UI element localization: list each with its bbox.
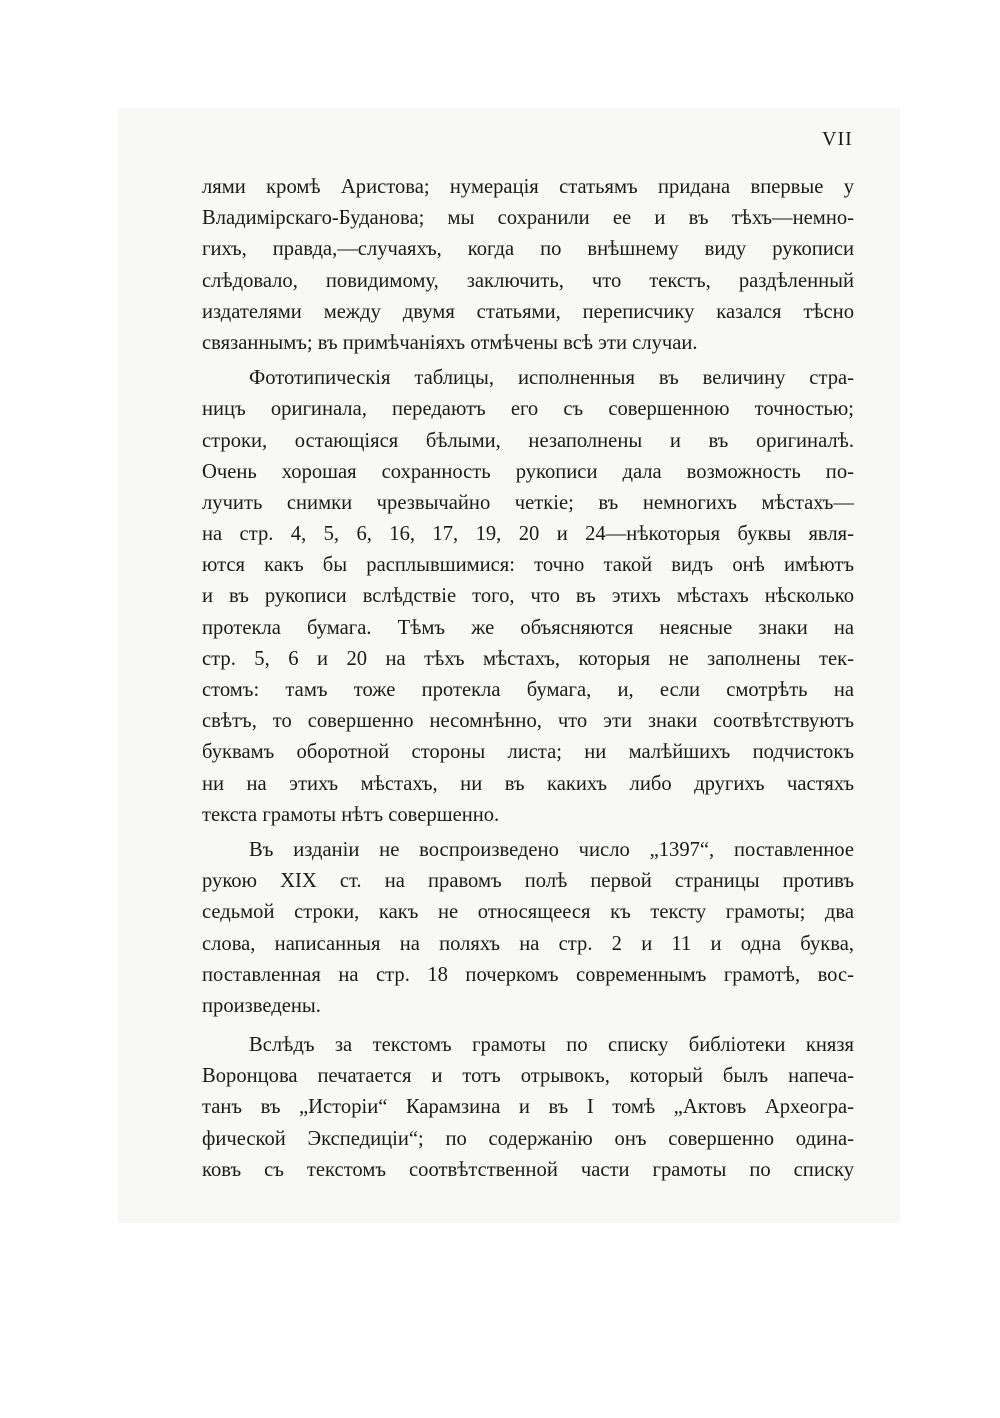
text-line: Въ изданіи не воспроизведено число „1397“, поставленное <box>249 838 854 861</box>
text-line: стомъ: тамъ тоже протекла бумага, и, если смотрѣть на <box>202 679 854 701</box>
text-line: слѣдовало, повидимому, заключить, что текстъ, раздѣленный <box>202 269 854 292</box>
body-text <box>202 172 854 1186</box>
text-line: ницъ оригинала, передаютъ его съ совершенною точностью; <box>202 398 854 421</box>
text-line: гихъ, правда,—случаяхъ, когда по внѣшнему виду рукописи <box>202 238 854 261</box>
text-line: и въ рукописи вслѣдствіе того, что въ этихъ мѣстахъ нѣсколько <box>202 585 854 608</box>
text-line: фической Экспедиціи“; по содержанію онъ совершенно одина- <box>202 1127 854 1150</box>
text-line: свѣтъ, то совершенно несомнѣнно, что эти знаки соотвѣтствуютъ <box>202 710 854 733</box>
text-line: ются какъ бы расплывшимися: точно такой видъ онѣ имѣютъ <box>202 554 854 577</box>
text-line: строки, остающіяся бѣлыми, незаполнены и въ оригиналѣ. <box>202 429 854 452</box>
text-line: слова, написанныя на поляхъ на стр. 2 и 11 и одна буква, <box>202 932 854 955</box>
text-line: буквамъ оборотной стороны листа; ни малѣйшихъ подчистокъ <box>202 741 854 764</box>
paragraph-1 <box>202 172 854 359</box>
text-line: издателями между двумя статьями, переписчику казался тѣсно <box>202 300 854 323</box>
text-line: связаннымъ; въ примѣчаніяхъ отмѣчены всѣ эти случаи. <box>202 331 698 354</box>
text-line: Воронцова печатается и тотъ отрывокъ, который былъ напеча- <box>202 1065 854 1088</box>
text-line: Вслѣдъ за текстомъ грамоты по списку библіотеки князя <box>249 1034 854 1057</box>
text-line: поставленная на стр. 18 почеркомъ современнымъ грамотѣ, вос- <box>202 963 854 986</box>
text-line: лями кромѣ Аристова; нумерація статьямъ придана впервые у <box>202 176 854 198</box>
text-line: седьмой строки, какъ не относящееся къ тексту грамоты; два <box>202 901 854 924</box>
text-line: стр. 5, 6 и 20 на тѣхъ мѣстахъ, которыя не заполнены тек- <box>202 647 854 670</box>
text-line: произведены. <box>202 994 321 1017</box>
text-line: протекла бумага. Тѣмъ же объясняются неясные знаки на <box>202 616 854 639</box>
page-number: VII <box>822 128 853 150</box>
text-line: Фототипическія таблицы, исполненныя въ величину стра- <box>249 367 854 390</box>
paragraph-3 <box>202 835 854 1022</box>
text-line: Владимірскаго-Буданова; мы сохранили ее и въ тѣхъ—немно- <box>202 207 854 230</box>
paragraph-4 <box>202 1030 854 1186</box>
text-line: танъ въ „Исторіи“ Карамзина и въ I томѣ „Актовъ Археогра- <box>202 1096 854 1119</box>
text-line: лучить снимки чрезвычайно четкіе; въ немногихъ мѣстахъ— <box>202 491 854 514</box>
text-line: текста грамоты нѣтъ совершенно. <box>202 803 500 826</box>
text-line: рукою XIX ст. на правомъ полѣ первой страницы противъ <box>202 870 854 893</box>
text-line: ни на этихъ мѣстахъ, ни въ какихъ либо другихъ частяхъ <box>202 772 854 795</box>
text-line: ковъ съ текстомъ соотвѣтственной части грамоты по списку <box>202 1158 854 1181</box>
text-line: Очень хорошая сохранность рукописи дала возможность по- <box>202 460 854 483</box>
paragraph-2 <box>202 363 854 831</box>
text-line: на стр. 4, 5, 6, 16, 17, 19, 20 и 24—нѣкоторыя буквы явля- <box>202 523 854 546</box>
